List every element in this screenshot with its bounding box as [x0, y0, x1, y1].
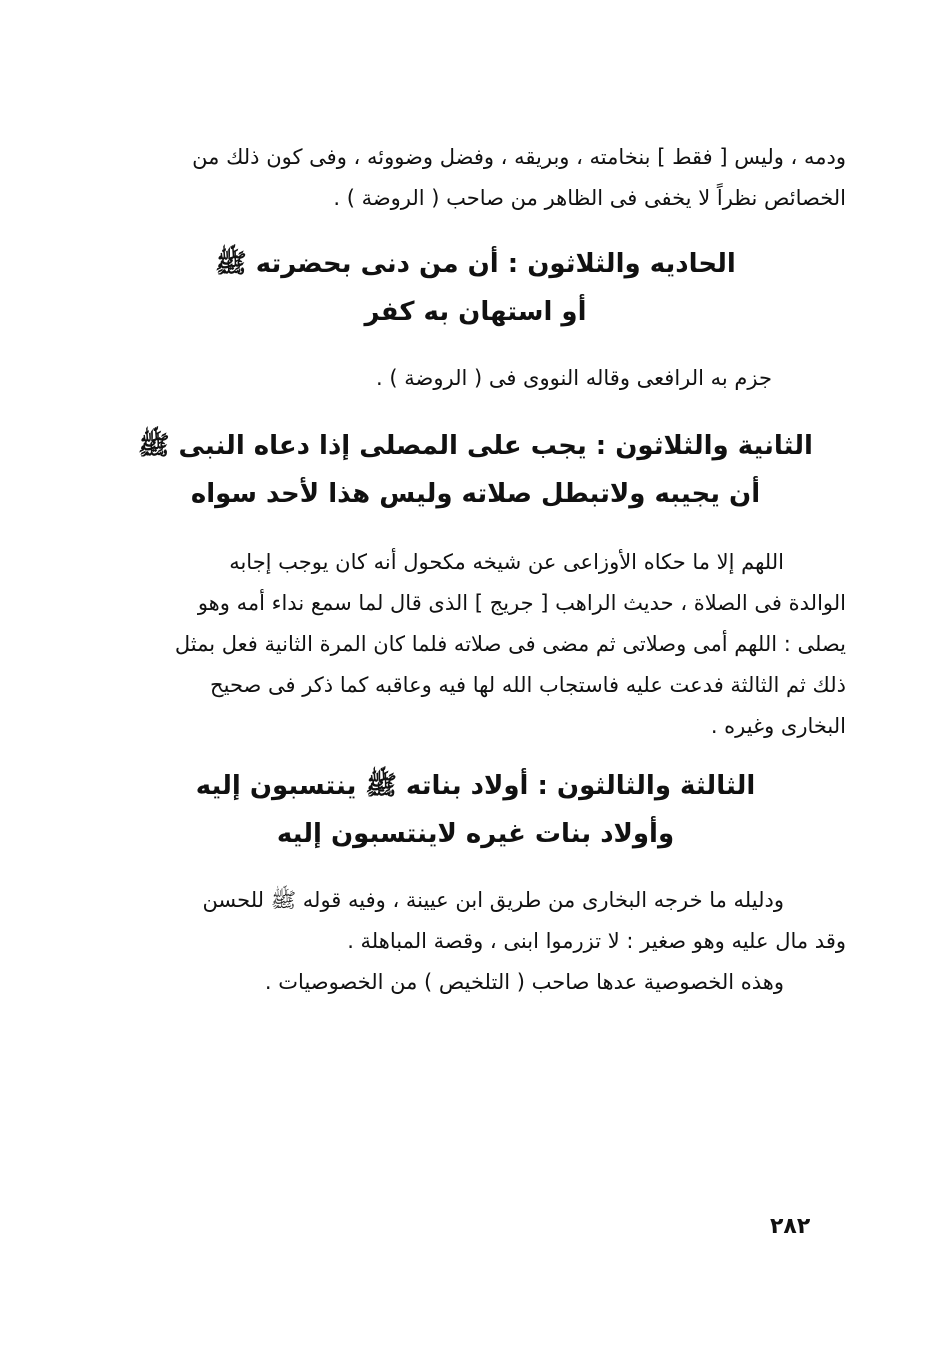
- text-line: ذلك ثم الثالثة فدعت عليه فاستجاب الله لها فيه وعاقبه كما ذكر فى صحيح: [210, 673, 846, 697]
- heading-line: أن يجيبه ولاتبطل صلاته وليس هذا لأحد سواه: [190, 479, 761, 509]
- heading-line: أو استهان به كفر: [364, 297, 587, 327]
- section-body-33: [108, 880, 846, 1003]
- page-number: ٢٨٢: [770, 1214, 811, 1239]
- text-line: يصلى : اللهم أمى وصلاتى ثم مضى فى صلاته فلما كان المرة الثانية فعل بمثل: [174, 632, 846, 656]
- text-line: جزم به الرافعى وقاله النووى فى ( الروضة ) .: [376, 366, 772, 390]
- text-line: اللهم إلا ما حكاه الأوزاعى عن شيخه مكحول أنه كان يوجب إجابه: [229, 550, 784, 574]
- text-line: ودمه ، وليس [ فقط ] بنخامته ، وبريقه ، وفضل وضووئه ، وفى كون ذلك من: [192, 145, 846, 169]
- section-body-32: [108, 542, 846, 747]
- text-line: وقد مال عليه وهو صغير : لا تزرموا ابنى ، وقصة المباهلة .: [347, 929, 846, 953]
- text-line: ودليله ما خرجه البخارى من طريق ابن عيينة ، وفيه قوله ﷺ للحسن: [202, 888, 784, 912]
- text-line: الوالدة فى الصلاة ، حديث الراهب [ جريج ] الذى قال لما سمع نداء أمه وهو: [197, 591, 846, 615]
- heading-line: وأولاد بنات غيره لاينتسبون إليه: [276, 819, 675, 849]
- intro-paragraph: [108, 137, 846, 219]
- text-line: وهذه الخصوصية عدها صاحب ( التلخيص ) من الخصوصيات .: [264, 970, 784, 994]
- text-line: البخارى وغيره .: [710, 714, 846, 738]
- heading-line: الحاديه والثلاثون : أن من دنى بحضرته ﷺ: [215, 249, 736, 279]
- section-heading-33: [100, 762, 851, 858]
- section-heading-32: [100, 422, 851, 518]
- section-heading-31: [100, 240, 851, 336]
- heading-line: الثالثة والثالثون : أولاد بناته ﷺ ينتسبون إليه: [195, 771, 756, 801]
- section-body-31: [120, 358, 772, 399]
- heading-line: الثانية والثلاثون : يجب على المصلى إذا دعاه النبى ﷺ: [138, 431, 813, 461]
- text-line: الخصائص نظراً لا يخفى فى الظاهر من صاحب ( الروضة ) .: [333, 186, 846, 210]
